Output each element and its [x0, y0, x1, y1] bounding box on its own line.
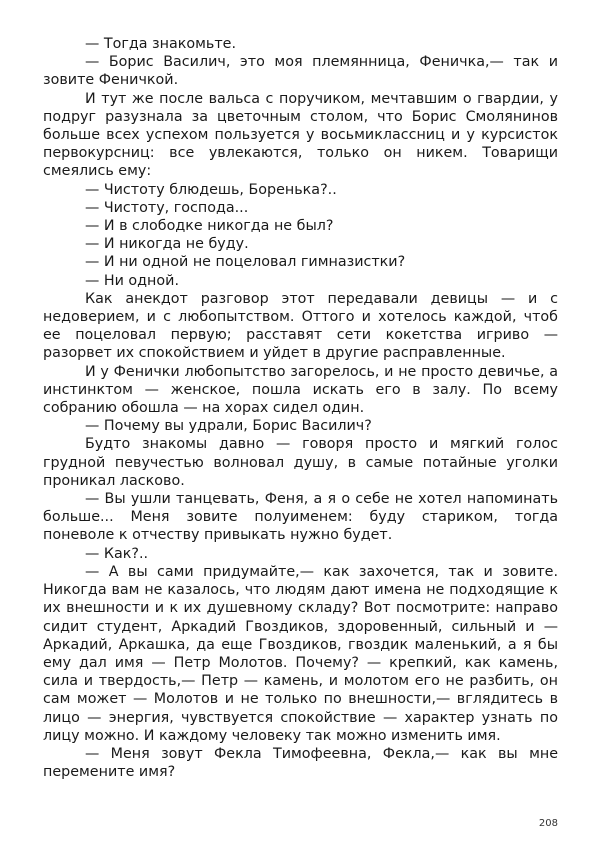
- paragraph: Как анекдот разговор этот передавали девицы — и с недоверием, и с любопытством. Оттого и хотелось каждой, чтоб ее поцеловал первую; расставят сети кокетства игриво — разорвет их спокойствием и уйдет в другие расправленные.: [43, 290, 558, 362]
- paragraph: — Тогда знакомьте.: [85, 36, 236, 52]
- paragraph: — Чистоту, господа...: [85, 199, 249, 216]
- paragraph: — Борис Василич, это моя племянница, Феничка,— так и зовите Феничкой.: [43, 54, 558, 89]
- paragraph: — И в слободке никогда не был?: [85, 218, 334, 235]
- body-text: [43, 35, 558, 781]
- page-number: 208: [538, 818, 558, 829]
- paragraph: — Ни одной.: [85, 272, 179, 289]
- paragraph: — Чистоту блюдешь, Боренька?..: [85, 181, 337, 198]
- paragraph: — Как?..: [85, 545, 149, 562]
- paragraph: — Почему вы удрали, Борис Василич?: [85, 418, 372, 435]
- paragraph: — И никогда не буду.: [85, 236, 249, 253]
- paragraph: — И ни одной не поцеловал гимназистки?: [85, 254, 406, 271]
- paragraph: — Меня зовут Фекла Тимофеевна, Фекла,— как вы мне перемените имя?: [43, 745, 558, 781]
- paragraph: — Вы ушли танцевать, Феня, а я о себе не хотел напоминать больше... Меня зовите полуименем: буду стариком, тогда поневоле к отчеству привыкать нужно будет.: [43, 491, 558, 544]
- paragraph: Будто знакомы давно — говоря просто и мягкий голос грудной певучестью волновал душу, в самые потайные уголки проникал ласково.: [43, 436, 558, 489]
- paragraph: И у Фенички любопытство загорелось, и не просто девичье, а инстинктом — женское, пошла искать его в залу. По всему собранию обошла — на хорах сидел один.: [43, 363, 558, 417]
- paragraph: — А вы сами придумайте,— как захочется, так и зовите. Никогда вам не казалось, что людям дают имена не подходящие к их внешности и к их душевному складу? Вот посмотрите: направо сидит студент, Аркадий Гвоздиков, здоровенный, сильный и — Аркадий, Аркашка, да еще Гвоздиков, гвоздик маленький, а я бы ему дал имя — Петр Молотов. Почему? — крепкий, как камень, сила и твердость,— Петр — камень, и молотом его не разбить, он сам может — Молотов и не только по внешности,— вглядитесь в лицо — энергия, чувствуется спокойствие — характер узнать по лицу можно. И каждому человеку так можно изменить имя.: [43, 563, 558, 744]
- paragraph: И тут же после вальса с поручиком, мечтавшим о гвардии, у подруг разузнала за цветочным столом, что Борис Смолянинов больше всех успехом пользуется у восьмиклассниц и у курсисток первокурсниц: все увлекаются, только он никем. Товарищи смеялись ему:: [43, 90, 558, 180]
